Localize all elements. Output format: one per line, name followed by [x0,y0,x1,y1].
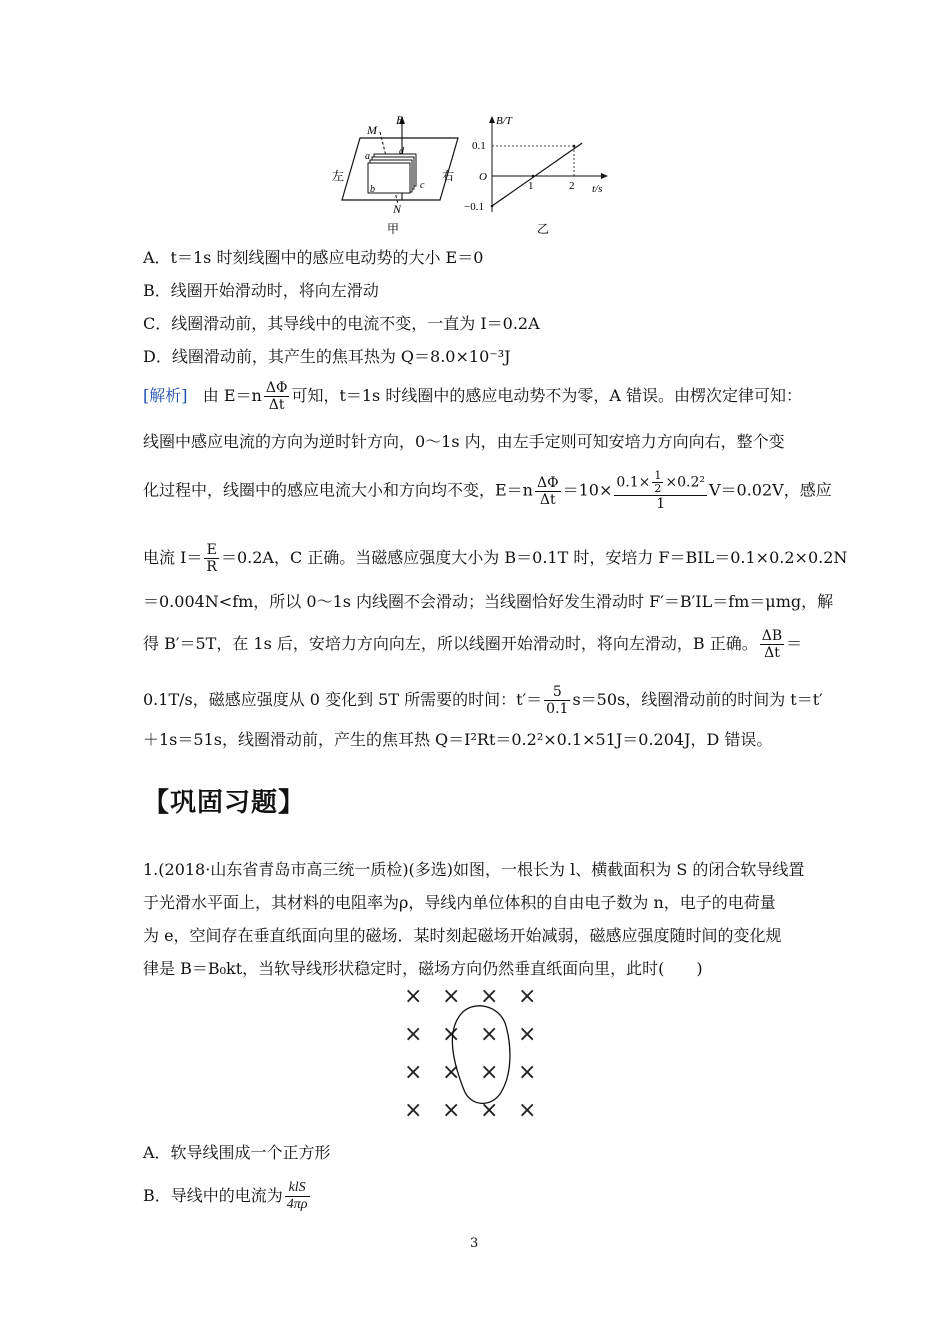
text-run: 由 E＝n [202,386,262,405]
figure-yi [462,112,622,240]
text-run: ＝ [786,634,803,653]
analysis-line-4 [143,542,847,575]
label-b: B [396,113,404,127]
label-right: 右 [442,169,455,183]
analysis-line-6 [143,628,802,661]
analysis-line-8: ＋1s＝51s，线圈滑动前，产生的焦耳热 Q＝I²Rt＝0.2²×0.1×51J＝0.204J，D 错误。 [143,730,773,749]
text-run: B．导线中的电流为 [143,1186,283,1205]
x-axis-arrow [601,173,608,179]
x-axis-label: t/s [592,183,603,195]
option-c: C．线圈滑动前，其导线中的电流不变，一直为 I＝0.2A [143,314,540,333]
field-cross-mark: × [480,1060,499,1085]
q1-option-b [143,1180,312,1213]
analysis-line-3 [143,470,832,512]
frac-num: 5 [544,684,570,701]
field-cross-mark: × [480,1098,499,1123]
page-number: 3 [470,1236,479,1251]
tick-y-top: 0.1 [472,140,486,152]
analysis-line-1 [143,380,802,413]
frac-den: 2 [654,482,662,495]
label-b-corner: b [370,184,375,195]
wire-loop [404,986,554,1128]
fraction-db-dt [760,628,784,661]
y-axis-arrow [489,116,495,123]
question-line-4: 律是 B＝B₀kt，当软导线形状稳定时，磁场方向仍然垂直纸面向里，此时( ) [143,959,703,978]
closed-soft-wire [452,1006,510,1104]
field-cross-mark: × [518,984,537,1009]
field-cross-mark: × [480,1022,499,1047]
frac-num: ΔB [761,628,783,644]
analysis-line-7 [143,684,823,717]
chart-axes [489,116,608,212]
fraction-5-over-0-1 [544,684,570,717]
label-n: N [393,202,402,216]
analysis-line-2: 线圈中感应电流的方向为逆时针方向，0～1s 内，由左手定则可知安培力方向向右，整个变 [143,432,785,451]
frac-num: klS [285,1180,310,1197]
fraction-half [652,470,663,495]
analysis-line-5: ＝0.004N<fm，所以 0～1s 内线圈不会滑动；当线圈恰好发生滑动时 F′＝B′IL＝fm＝μmg，解 [143,592,834,611]
field-cross-mark: × [442,1098,461,1123]
frac-den: 4πρ [286,1197,308,1212]
tick-x-1: 1 [528,180,534,192]
text-run: 可知，t＝1s 时线圈中的感应电动势不为零，A 错误。由楞次定律可知： [291,386,802,405]
tick-y-bottom: −0.1 [464,201,484,213]
fraction-emf-value [614,470,707,512]
frac-num: ΔΦ [265,380,288,396]
option-a: A．t＝1s 时刻线圈中的感应电动势的大小 E＝0 [143,248,484,267]
text-run: 化过程中，线圈中的感应电流大小和方向均不变，E＝n [143,480,533,500]
text-run: 得 B′＝5T，在 1s 后，安培力方向向左，所以线圈开始滑动时，将向左滑动，B 正确。 [143,634,758,653]
analysis-tag: [解析] [143,386,188,405]
field-cross-mark: × [518,1098,537,1123]
frac-num: ΔΦ [537,474,559,491]
text-run: ＝10× [562,480,613,500]
frac-den: Δt [268,397,285,413]
frac-num: E [204,542,219,559]
text-run: 0.1T/s，磁感应强度从 0 变化到 5T 所需要的时间：t′＝ [143,690,543,709]
field-cross-mark: × [442,1060,461,1085]
q1-option-a: A．软导线围成一个正方形 [143,1143,331,1162]
field-cross-mark: × [518,1060,537,1085]
text-run: V＝0.02V，感应 [708,480,832,500]
label-m: M [367,123,377,137]
question-line-3: 为 e，空间存在垂直纸面向里的磁场．某时刻起磁场开始减弱，磁感应强度随时间的变化规 [143,926,782,945]
data-point [573,145,576,148]
field-cross-mark: × [480,984,499,1009]
section-title: 【巩固习题】 [143,788,306,818]
question-line-2: 于光滑水平面上，其材料的电阻率为ρ，导线内单位体积的自由电子数为 n，电子的电荷量 [143,893,776,912]
data-point [491,205,494,208]
label-left: 左 [332,169,345,183]
label-a: a [365,151,370,162]
field-cross-mark: × [404,984,423,1009]
field-cross-mark: × [404,1060,423,1085]
label-c: c [420,180,425,191]
frac-num-compound [614,470,707,496]
text-run: s＝50s，线圈滑动前的时间为 t＝t′ [572,690,823,709]
series-line-b [492,143,582,206]
field-cross-mark: × [442,1022,461,1047]
caption-jia: 甲 [387,222,400,236]
frac-den: Δt [764,645,780,661]
field-cross-mark: × [404,1098,423,1123]
field-cross-mark: × [442,984,461,1009]
text-run: ＝0.2A，C 正确。当磁感应强度大小为 B＝0.1T 时，安培力 F＝BIL＝0.1×0.2×0.2N [220,548,848,567]
text-run: 0.1× [616,474,651,491]
frac-den: Δt [539,491,556,508]
y-axis-label: B/T [496,115,512,127]
tick-x-2: 2 [569,180,575,192]
fraction-dphi-dt [264,380,290,413]
frac-num: 1 [654,469,662,482]
frac-den: 0.1 [546,701,569,717]
fraction-dphi-dt-2 [535,475,561,508]
chart-guides [492,146,574,176]
fraction-e-r [204,542,219,575]
fraction-current [285,1180,310,1213]
text-run: 电流 I＝ [143,548,203,567]
frac-den: R [206,559,217,575]
caption-yi: 乙 [537,222,550,236]
label-d: d [399,146,404,157]
text-run: ×0.2² [665,474,705,491]
magnetic-field-figure [404,986,554,1128]
data-point [532,175,535,178]
frac-den: 1 [656,496,666,512]
chart-series [491,143,583,207]
question-line-1: 1.(2018·山东省青岛市高三统一质检)(多选)如图，一根长为 l、横截面积为 S 的闭合软导线置 [143,860,805,879]
figure-jia [330,112,460,240]
field-cross-mark: × [404,1022,423,1047]
option-b: B．线圈开始滑动时，将向左滑动 [143,281,379,300]
field-cross-mark: × [518,1022,537,1047]
option-d: D．线圈滑动前，其产生的焦耳热为 Q＝8.0×10⁻³J [143,347,511,366]
origin-label: O [479,171,487,183]
